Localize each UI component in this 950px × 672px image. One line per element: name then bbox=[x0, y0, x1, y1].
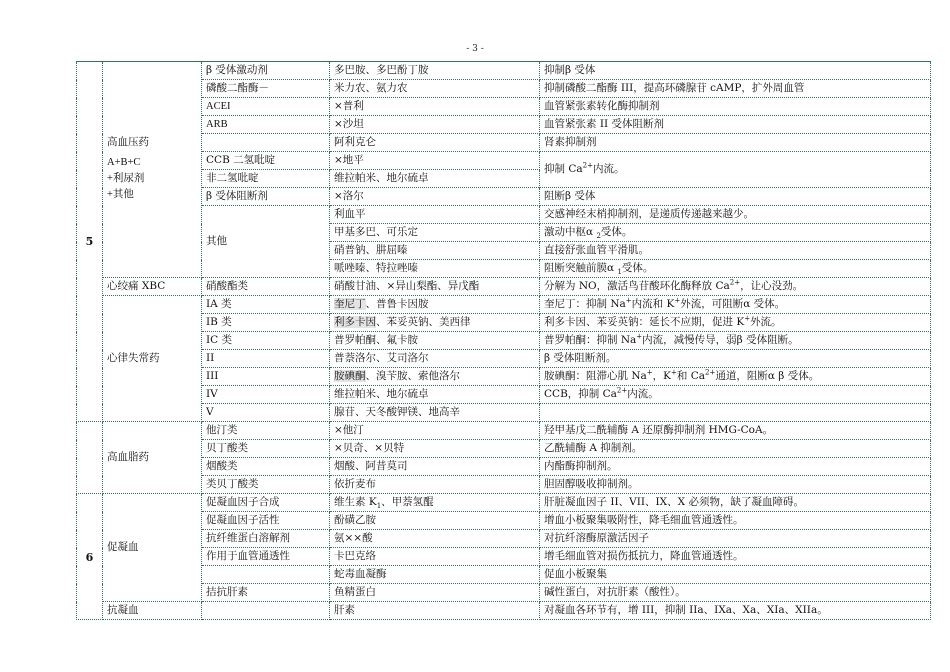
table-row bbox=[77, 404, 931, 422]
class-cell: IC 类 bbox=[202, 332, 330, 350]
drug-cell: 利多卡因、苯妥英钠、美西律 bbox=[330, 314, 540, 332]
mechanism-cell: 抑制β 受体 bbox=[540, 62, 931, 80]
class-cell: 贝丁酸类 bbox=[202, 440, 330, 458]
class-cell: 非二氢吡啶 bbox=[202, 170, 330, 188]
table-row bbox=[77, 278, 931, 296]
drug-cell: 鱼精蛋白 bbox=[330, 584, 540, 602]
drug-cell: 维生素 $K_1$、甲萘氢醌 bbox=[330, 494, 540, 512]
mechanism-cell: 血管紧张素 II 受体阻断剂 bbox=[540, 116, 931, 134]
class-cell: 作用于血管通透性 bbox=[202, 548, 330, 566]
mechanism-cell: 内酯酶抑制剂。 bbox=[540, 458, 931, 476]
drug-cell: 维拉帕米、地尔硫卓 bbox=[330, 386, 540, 404]
category-label: 高血脂药 bbox=[103, 422, 202, 494]
table-row bbox=[77, 332, 931, 350]
section-number: 6 bbox=[77, 494, 103, 620]
drug-cell: ×沙坦 bbox=[330, 116, 540, 134]
section-number: 5 bbox=[77, 62, 103, 422]
drug-cell: 阿利克仑 bbox=[330, 134, 540, 152]
mechanism-cell: 肾素抑制剂 bbox=[540, 134, 931, 152]
class-cell: 烟酸类 bbox=[202, 458, 330, 476]
drug-cell: 蛇毒血凝酶 bbox=[330, 566, 540, 584]
class-cell: ACEI bbox=[202, 98, 330, 116]
class-cell: 磷酸二酯酶－ bbox=[202, 80, 330, 98]
class-cell: IA 类 bbox=[202, 296, 330, 314]
table-row bbox=[77, 134, 931, 152]
mechanism-cell: β 受体阻断剂。 bbox=[540, 350, 931, 368]
combo-line: +利尿剂 bbox=[107, 173, 145, 184]
table-row bbox=[77, 152, 931, 170]
table-row bbox=[77, 512, 931, 530]
class-cell: IV bbox=[202, 386, 330, 404]
table-row bbox=[77, 602, 931, 620]
table-row bbox=[77, 386, 931, 404]
drug-cell: 氨××酸 bbox=[330, 530, 540, 548]
highlighted-drug: 胺碘酮 bbox=[334, 370, 366, 382]
mechanism-cell: 增血小板聚集吸附性，降毛细血管通透性。 bbox=[540, 512, 931, 530]
mechanism-cell: 抑制磷酸二酯酶 III，提高环磷腺苷 cAMP，扩外周血管 bbox=[540, 80, 931, 98]
class-cell bbox=[202, 566, 330, 584]
drug-cell: 哌唑嗪、特拉唑嗪 bbox=[330, 260, 540, 278]
class-cell: 抗纤维蛋白溶解剂 bbox=[202, 530, 330, 548]
class-cell: 拮抗肝素 bbox=[202, 584, 330, 602]
class-cell: ARB bbox=[202, 116, 330, 134]
class-cell bbox=[202, 602, 330, 620]
table-row bbox=[77, 548, 931, 566]
mechanism-cell: 交感神经末梢抑制剂，是递质传递越来越少。 bbox=[540, 206, 931, 224]
mechanism-cell: 羟甲基戊二酰辅酶 A 还原酶抑制剂 HMG-CoA。 bbox=[540, 422, 931, 440]
mechanism-cell: 乙酰辅酶 A 抑制剂。 bbox=[540, 440, 931, 458]
drug-cell: 卡巴克络 bbox=[330, 548, 540, 566]
table-row bbox=[77, 116, 931, 134]
drug-cell: ×普利 bbox=[330, 98, 540, 116]
drug-cell: 酚磺乙胺 bbox=[330, 512, 540, 530]
section-number-empty bbox=[77, 422, 103, 494]
class-cell bbox=[202, 134, 330, 152]
mechanism-cell: 对凝血各环节有，增 III，抑制 IIa、IXa、Xa、XIa、XIIa。 bbox=[540, 602, 931, 620]
table-row bbox=[77, 62, 931, 80]
mechanism-cell: 激动中枢α $_2$受体。 bbox=[540, 224, 931, 242]
mechanism-cell: 奎尼丁：抑制 Na+内流和 K+外流，可阻断α 受体。 bbox=[540, 296, 931, 314]
class-cell: V bbox=[202, 404, 330, 422]
drug-cell: 依折麦布 bbox=[330, 476, 540, 494]
class-cell: 硝酸酯类 bbox=[202, 278, 330, 296]
mechanism-cell: CCB，抑制 $Ca^{2+}$内流。 bbox=[540, 386, 931, 404]
page-number: - 3 - bbox=[466, 44, 484, 54]
table-row bbox=[77, 476, 931, 494]
highlighted-drug: 利多卡因 bbox=[334, 316, 376, 328]
mechanism-cell: 血管紧张素转化酶抑制剂 bbox=[540, 98, 931, 116]
class-cell: 其他 bbox=[202, 206, 330, 278]
drug-cell: 奎尼丁、普鲁卡因胺 bbox=[330, 296, 540, 314]
category-cell bbox=[103, 62, 202, 278]
mechanism-cell: 肝脏凝血因子 II、VII、IX、X 必须物，缺了凝血障碍。 bbox=[540, 494, 931, 512]
drug-cell: 胺碘酮、溴苄胺、索他洛尔 bbox=[330, 368, 540, 386]
class-cell: 促凝血因子活性 bbox=[202, 512, 330, 530]
table-row bbox=[77, 440, 931, 458]
table-row bbox=[77, 296, 931, 314]
category-label: 抗凝血 bbox=[103, 602, 202, 620]
mechanism-cell: 直接舒张血管平滑肌。 bbox=[540, 242, 931, 260]
mechanism-cell: 增毛细血管对损伤抵抗力，降血管通透性。 bbox=[540, 548, 931, 566]
class-cell: IB 类 bbox=[202, 314, 330, 332]
class-cell: CCB 二氢吡啶 bbox=[202, 152, 330, 170]
table-row bbox=[77, 458, 931, 476]
drug-cell: 硝普钠、肼屈嗪 bbox=[330, 242, 540, 260]
table-row bbox=[77, 530, 931, 548]
table-row bbox=[77, 368, 931, 386]
class-cell: 促凝血因子合成 bbox=[202, 494, 330, 512]
drug-cell: 硝酸甘油、×异山梨酯、异戊酯 bbox=[330, 278, 540, 296]
table-row bbox=[77, 422, 931, 440]
class-cell: β 受体激动剂 bbox=[202, 62, 330, 80]
drug-cell: 腺苷、天冬酸钾镁、地高辛 bbox=[330, 404, 540, 422]
table-row bbox=[77, 350, 931, 368]
drug-cell: 维拉帕米、地尔硫卓 bbox=[330, 170, 540, 188]
table-row bbox=[77, 584, 931, 602]
mechanism-cell: 阻断突触前膜α $_1$受体。 bbox=[540, 260, 931, 278]
table-row bbox=[77, 566, 931, 584]
mechanism-cell: 对抗纤溶酶原激活因子 bbox=[540, 530, 931, 548]
table-row bbox=[77, 80, 931, 98]
drug-cell: 利血平 bbox=[330, 206, 540, 224]
drug-cell: 多巴胺、多巴酚丁胺 bbox=[330, 62, 540, 80]
class-cell: III bbox=[202, 368, 330, 386]
highlighted-drug: 奎尼丁 bbox=[334, 298, 366, 310]
drug-cell: 普罗帕酮、氟卡胺 bbox=[330, 332, 540, 350]
table-row bbox=[77, 188, 931, 206]
table-row bbox=[77, 494, 931, 512]
drug-cell: 米力农、氨力农 bbox=[330, 80, 540, 98]
drug-cell: ×他汀 bbox=[330, 422, 540, 440]
drug-cell: 肝素 bbox=[330, 602, 540, 620]
mechanism-cell: 胆固醇吸收抑制剂。 bbox=[540, 476, 931, 494]
drug-cell: 烟酸、阿昔莫司 bbox=[330, 458, 540, 476]
table-row bbox=[77, 206, 931, 224]
pharmacology-table bbox=[76, 61, 931, 620]
table-row bbox=[77, 98, 931, 116]
class-cell: 他汀类 bbox=[202, 422, 330, 440]
drug-cell: ×贝奇、×贝特 bbox=[330, 440, 540, 458]
mechanism-cell bbox=[540, 404, 931, 422]
mechanism-cell: 抑制 $Ca^{2+}$内流。 bbox=[540, 152, 931, 188]
mechanism-cell: 阻断β 受体 bbox=[540, 188, 931, 206]
mechanism-cell: 胺碘酮：阻滞心肌 Na+，K+和 $Ca^{2+}$通道，阻断α β 受体。 bbox=[540, 368, 931, 386]
combo-line: A+B+C bbox=[107, 157, 141, 168]
drug-cell: ×地平 bbox=[330, 152, 540, 170]
mechanism-cell: 普罗帕酮：抑制 Na+内流，减慢传导，弱β 受体阻断。 bbox=[540, 332, 931, 350]
mechanism-cell: 碱性蛋白，对抗肝素（酸性）。 bbox=[540, 584, 931, 602]
category-label: 心绞痛 XBC bbox=[103, 278, 202, 296]
mechanism-cell: 利多卡因、苯妥英钠：延长不应期，促进 K+外流。 bbox=[540, 314, 931, 332]
drug-cell: ×洛尔 bbox=[330, 188, 540, 206]
category-label: 心律失常药 bbox=[103, 296, 202, 422]
class-cell: II bbox=[202, 350, 330, 368]
mechanism-cell: 促血小板聚集 bbox=[540, 566, 931, 584]
drug-cell: 普萘洛尔、艾司洛尔 bbox=[330, 350, 540, 368]
class-cell: β 受体阻断剂 bbox=[202, 188, 330, 206]
category-label: 促凝血 bbox=[103, 494, 202, 602]
drug-cell: 甲基多巴、可乐定 bbox=[330, 224, 540, 242]
combo-line: +其他 bbox=[107, 189, 134, 200]
category-label: 高血压药 bbox=[107, 136, 149, 148]
table-row bbox=[77, 314, 931, 332]
mechanism-cell: 分解为 NO，激活鸟苷酸环化酶释放 $Ca^{2+}$，让心没劲。 bbox=[540, 278, 931, 296]
class-cell: 类贝丁酸类 bbox=[202, 476, 330, 494]
